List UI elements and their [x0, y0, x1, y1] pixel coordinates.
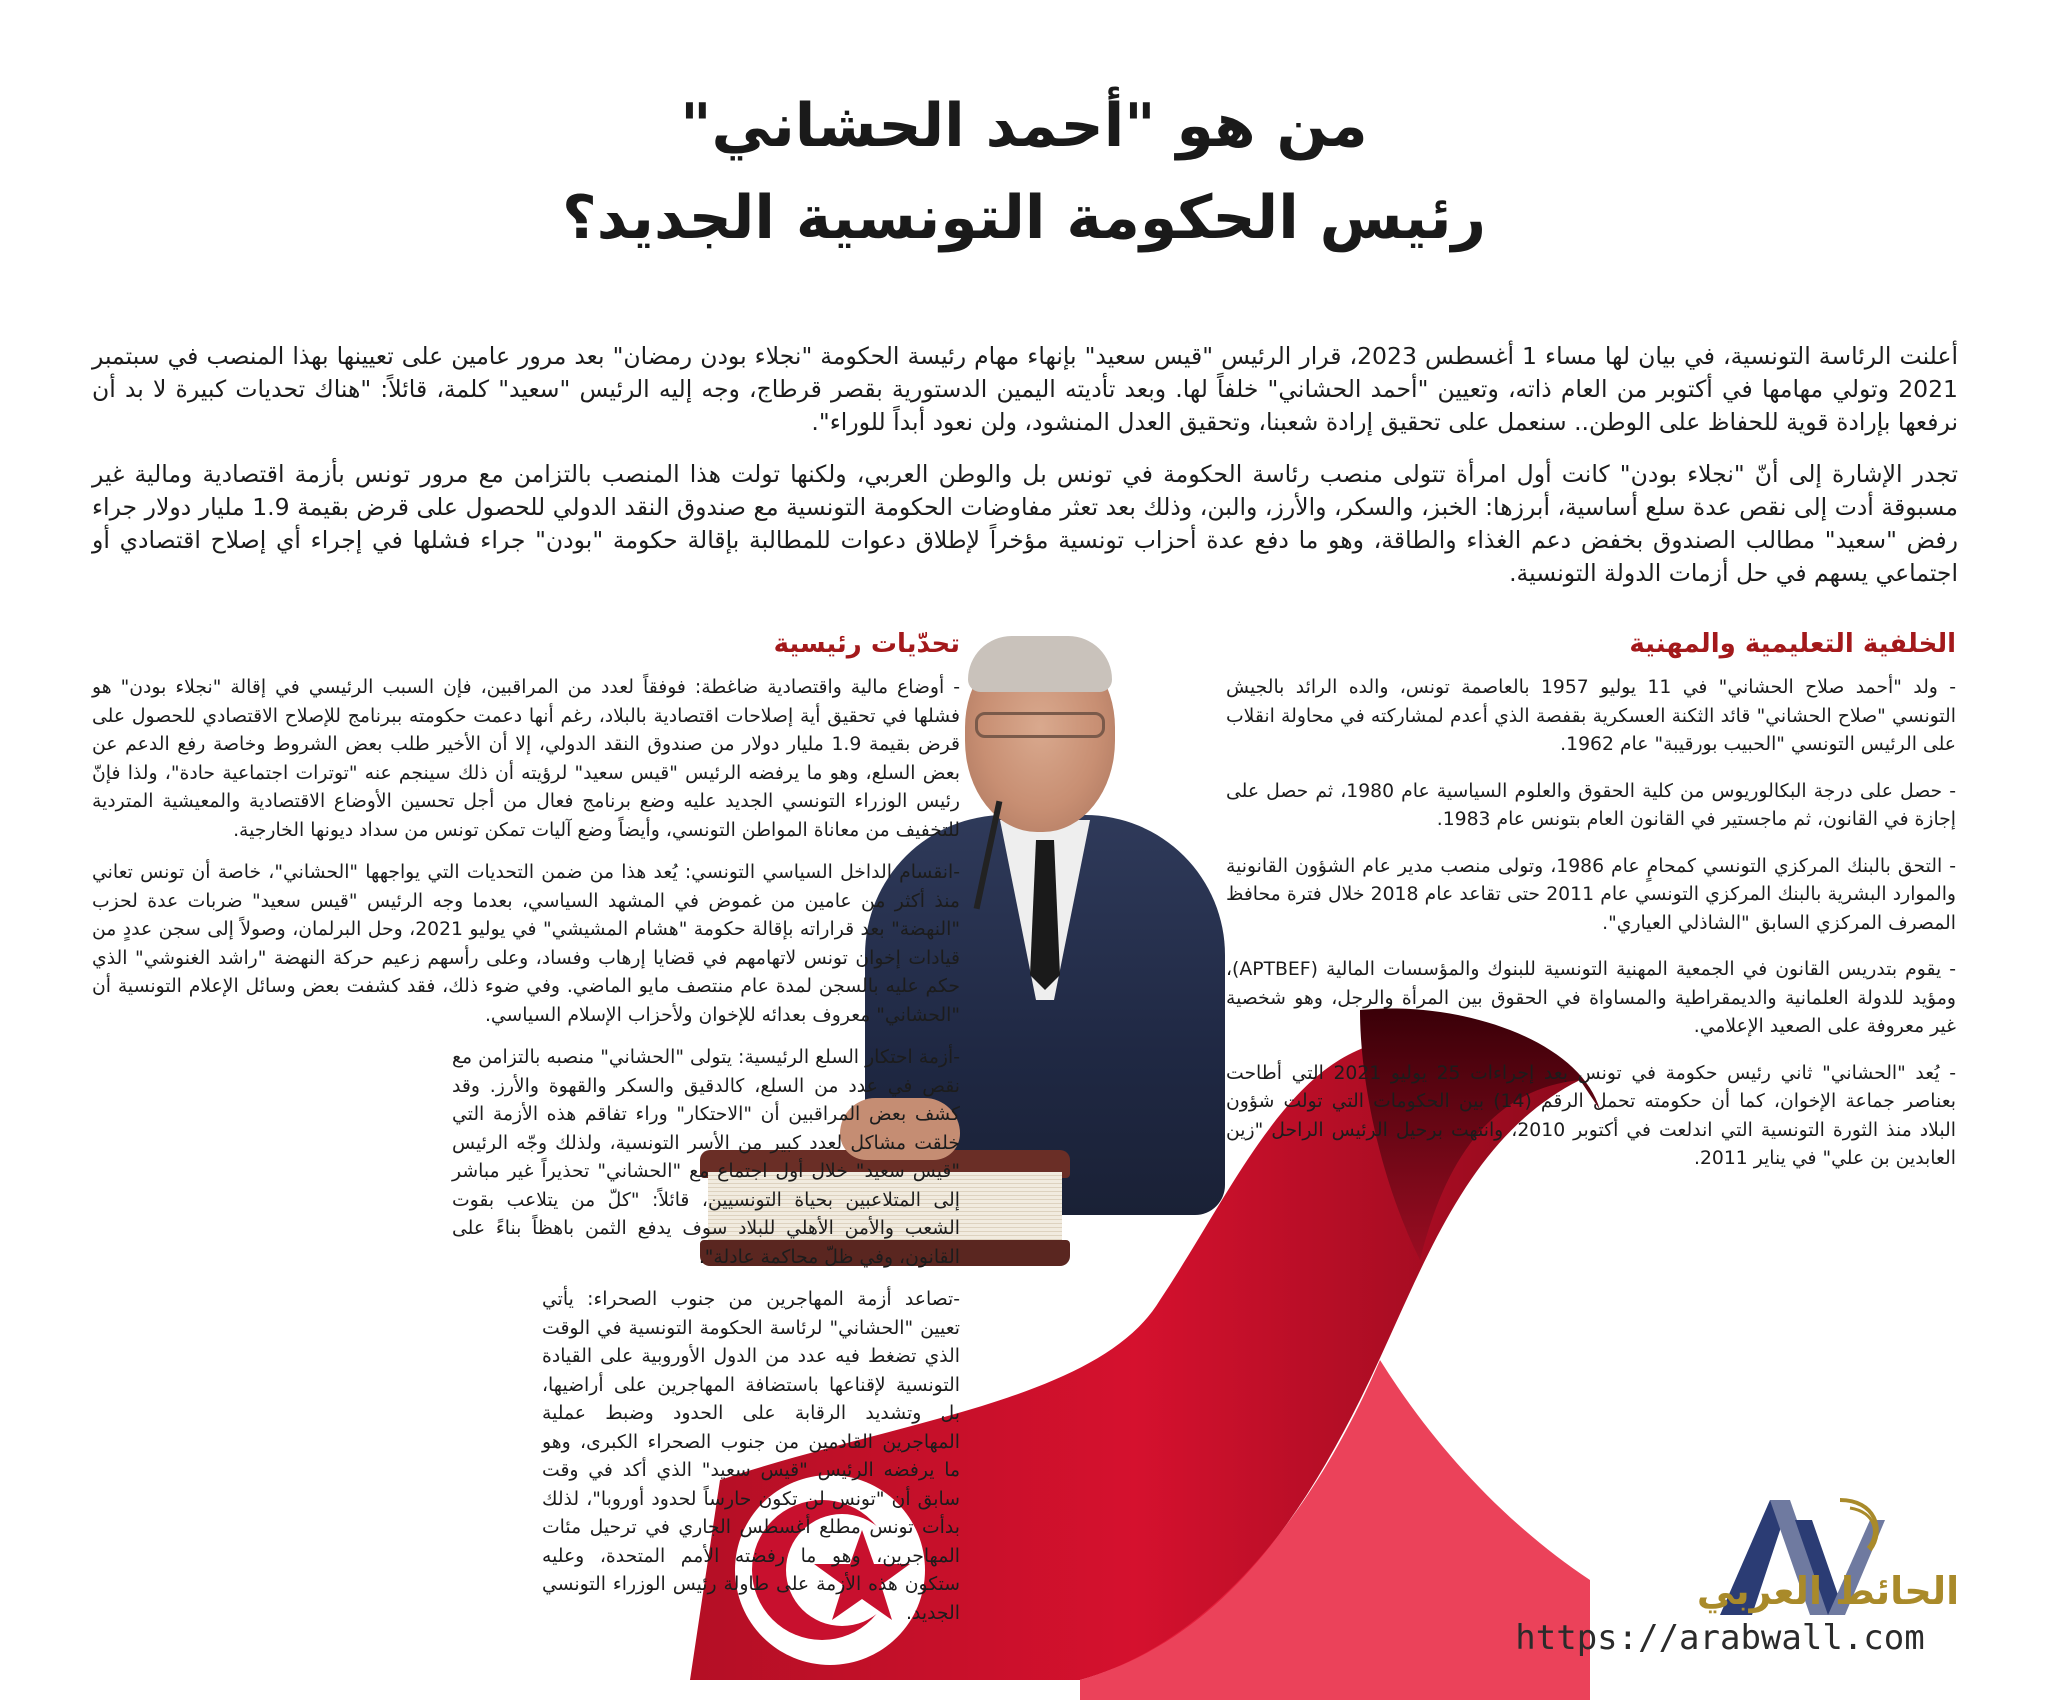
- background-section: [1226, 626, 1956, 1192]
- challenge-item: -تصاعد أزمة المهاجرين من جنوب الصحراء: يأتي تعيين "الحشاني" لرئاسة الحكومة التونسية في الوقت الذي تضغط فيه عدد من الدول الأوروبية على القيادة التونسية لإقناعها باستضافة المهاجرين على أراضيها، بل وتشديد الرقابة على الحدود وضبط عملية المهاجرين القادمين من جنوب الصحراء الكبرى، وهو ما يرفضه الرئيس "قيس سعيد" الذي أكد في وقت سابق أن "تونس لن تكون حارساً لحدود أوروبا"، لذلك بدأت تونس مطلع أغسطس الجاري في ترحيل مئات المهاجرين، وهو ما رفضته الأمم المتحدة، وعليه ستكون هذه الأزمة على طاولة رئيس الوزراء التونسي الجديد.: [542, 1289, 960, 1624]
- challenge-item: -انقسام الداخل السياسي التونسي: يُعد هذا من ضمن التحديات التي يواجهها "الحشاني"، خاصة أن تونس تعاني منذ أكثر من عامين من غموض في المشهد السياسي، بعدما وجه الرئيس "قيس سعيد" ضربات عدة لحزب "النهضة" بعد قراراته بإقالة حكومة "هشام المشيشي" في يوليو 2021، وحل البرلمان، وصولاً إلى سجن عددٍ من قيادات إخوان تونس لاتهامهم في قضايا إرهاب وفساد، وعلى رأسهم زعيم حركة النهضة "راشد الغنوشي" الذي حكم عليه بالسجن لمدة عام منتصف مايو الماضي. وفي ضوء ذلك، فقد كشفت بعض وسائل الإعلام التونسية أن "الحشاني" معروف بعدائه للإخوان ولأحزاب الإسلام السياسي.: [92, 862, 960, 1026]
- background-item: - يقوم بتدريس القانون في الجمعية المهنية التونسية للبنوك والمؤسسات المالية (APTBEF)، ومؤيد للدولة العلمانية والديمقراطية والمساواة في الحقوق بين المرأة والرجل، وهو شخصية غير معروفة على الصعيد الإعلامي.: [1226, 959, 1956, 1037]
- challenge-item: -أزمة احتكار السلع الرئيسية: يتولى "الحشاني" منصبه بالتزامن مع نقص في عدد من السلع، كالدقيق والسكر والقهوة والأرز. وقد كشف بعض المراقبين أن "الاحتكار" وراء تفاقم هذه الأزمة التي خلقت مشاكل لعدد كبير من الأسر التونسية، ولذلك وجّه الرئيس "قيس سعيد" خلال أول اجتماع مع "الحشاني" تحذيراً غير مباشر إلى المتلاعبين بحياة التونسيين، قائلاً: "كلّ من يتلاعب بقوت الشعب والأمن الأهلي للبلاد سوف يدفع الثمن باهظاً بناءً على القانون، وفي ظلّ محاكمة عادلة".: [452, 1047, 960, 1268]
- background-heading: الخلفية التعليمية والمهنية: [1629, 629, 1956, 659]
- title-line-1: من هو "أحمد الحشاني": [680, 91, 1368, 161]
- intro-paragraph-1: أعلنت الرئاسة التونسية، في بيان لها مساء 1 أغسطس 2023، قرار الرئيس "قيس سعيد" بإنهاء مهام رئيسة الحكومة "نجلاء بودن رمضان" بعد مرور عامين على تعيينها بهذا المنصب في سبتمبر 2021 وتولي مهامها في أكتوبر من العام ذاته، وتعيين "أحمد الحشاني" خلفاً لها. وبعد تأديته اليمين الدستورية بقصر قرطاج، وجه إليه الرئيس "سعيد" كلمة، قائلاً: "هناك تحديات كبيرة لا بد أن نرفعها بإرادة قوية للحفاظ على الوطن.. سنعمل على تحقيق إرادة شعبنا، وتحقيق العدل المنشود، ولن نعود أبداً للوراء".: [92, 342, 1958, 436]
- title-line-2: رئيس الحكومة التونسية الجديد؟: [561, 183, 1487, 253]
- intro-paragraph-2: تجدر الإشارة إلى أنّ "نجلاء بودن" كانت أول امرأة تتولى منصب رئاسة الحكومة في تونس بل والوطن العربي، ولكنها تولت هذا المنصب بالتزامن مع مرور تونس بأزمة اقتصادية ومالية غير مسبوقة أدت إلى نقص عدة سلع أساسية، أبرزها: الخبز، والسكر، والأرز، والبن، وذلك بعد تعثر مفاوضات الحكومة التونسية مع صندوق النقد الدولي للحصول على قرض بقيمة 1.9 مليار دولار جراء رفض "سعيد" مطالب الصندوق بخفض دعم الغذاء والطاقة، وهو ما دفع عدة أحزاب تونسية مؤخراً لإطلاق دعوات للمطالبة بإقالة حكومة "بودن" جراء فشلها في إجراء أي إصلاح اقتصادي أو اجتماعي يسهم في حل أزمات الدولة التونسية.: [92, 460, 1958, 587]
- challenges-section: [92, 626, 960, 1642]
- challenges-heading: تحدّيات رئيسية: [773, 629, 960, 659]
- hair-shape: [968, 636, 1112, 692]
- page-title: [0, 80, 2048, 264]
- background-item: - حصل على درجة البكالوريوس من كلية الحقوق والعلوم السياسية عام 1980، ثم حصل على إجازة في القانون، ثم ماجستير في القانون العام بتونس عام 1983.: [1226, 780, 1956, 830]
- background-item: - ولد "أحمد صلاح الحشاني" في 11 يوليو 1957 بالعاصمة تونس، والده الرائد بالجيش التونسي "صلاح الحشاني" قائد الثكنة العسكرية بقفصة الذي أعدم لمشاركته في محاولة انقلاب على الرئيس التونسي "الحبيب بورقيبة" عام 1962.: [1226, 677, 1956, 755]
- brand-name: الحائط العربي: [1696, 1569, 1960, 1613]
- background-item: - يُعد "الحشاني" ثاني رئيس حكومة في تونس بعد إجراءات 25 يوليو 2021 التي أطاحت بعناصر جماعة الإخوان، كما أن حكومته تحمل الرقم (14) بين الحكومات التي تولت شؤون البلاد منذ الثورة التونسية التي اندلعت في أكتوبر 2010، وانتهت برحيل الرئيس الراحل "زين العابدين بن علي" في يناير 2011.: [1226, 1062, 1956, 1169]
- website-url[interactable]: https://arabwall.com: [1515, 1618, 1925, 1658]
- challenge-item: - أوضاع مالية واقتصادية ضاغطة: فوفقاً لعدد من المراقبين، فإن السبب الرئيسي في إقالة "نجلاء بودن" هو فشلها في تحقيق أية إصلاحات اقتصادية بالبلاد، رغم أنها دعمت حكومته ببرنامج للإصلاح الاقتصادي للحصول على قرض بقيمة 1.9 مليار دولار من صندوق النقد الدولي، إلا أن الأخير طلب بعض الشروط وخاصة رفع الدعم عن بعض السلع، وهو ما يرفضه الرئيس "قيس سعيد" لرؤيته أن ذلك سينجم عنه "توترات اجتماعية حادة"، ولذا فإنّ رئيس الوزراء التونسي الجديد عليه وضع برنامج فعال من أجل تحسين الأوضاع الاقتصادية والمعيشية المتردية للتخفيف من معاناة المواطن التونسي، وأيضاً وضع آليات تمكن تونس من سداد ديونها الخارجية.: [92, 677, 960, 841]
- background-item: - التحق بالبنك المركزي التونسي كمحامٍ عام 1986، وتولى منصب مدير عام الشؤون القانونية والموارد البشرية بالبنك المركزي التونسي عام 2011 حتى تقاعد عام 2018 خلال فترة محافظ المصرف المركزي السابق "الشاذلي العياري".: [1226, 855, 1956, 934]
- glasses-shape: [975, 712, 1105, 738]
